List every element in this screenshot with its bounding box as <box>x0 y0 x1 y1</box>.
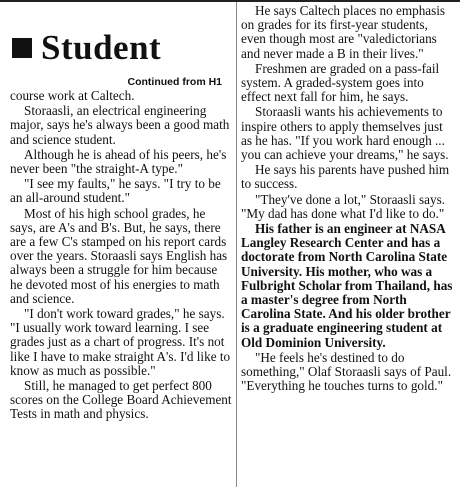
paragraph: "They've done a lot," Storaasli says. "My dad has done what I'd like to do." <box>241 191 446 221</box>
paragraph: His father is an engineer at NASA Langley Research Center and has a doctorate from North Carolina State University. His mother, who was a Fulbright Scholar from Thailand, has a master's degree from North Carolina State. And his older brother is a graduate engineering student at Old Dominion University. <box>241 221 453 350</box>
continued-from-label: Continued from H1 <box>127 76 222 88</box>
paragraph: He says Caltech places no emphasis on grades for its first-year students, even though most are "valedictorians and never made a B in their lives." <box>241 3 446 61</box>
headline <box>10 30 232 66</box>
top-border <box>0 0 460 2</box>
paragraph: Most of his high school grades, he says, are A's and B's. But, he says, there are a few C's stamped on his report cards over the years. Storaasli says English has always been a struggle for him because he devoted most of his energies to math and science. <box>10 205 228 306</box>
headline-text: Student <box>41 28 162 67</box>
paragraph: "I don't work toward grades," he says. "I usually work toward learning. I see grades just as a chart of progress. It's not like I have to make straight A's. I'd like to know as much as possible." <box>10 306 231 378</box>
paragraph: Although he is ahead of his peers, he's never been "the straight-A type." <box>10 146 227 177</box>
paragraph: Storaasli wants his achievements to inspire others to apply themselves just as he has. "If you work hard enough ... you can achieve your dreams," he says. <box>241 104 449 163</box>
paragraph: course work at Caltech. <box>10 88 135 103</box>
paragraph: Still, he managed to get perfect 800 scores on the College Board Achievement Tests in math and physics. <box>10 378 232 422</box>
square-bullet-icon <box>12 38 32 58</box>
paragraph: "I see my faults," he says. "I try to be an all-around student." <box>10 176 221 206</box>
paragraph: Freshmen are graded on a pass-fail system. A graded-system goes into effect next fall for him, he says. <box>241 60 440 105</box>
column-divider <box>236 2 237 487</box>
paragraph: "He feels he's destined to do something," Olaf Storaasli says of Paul. "Everything he touches turns to gold." <box>241 349 452 394</box>
paragraph: He says his parents have pushed him to success. <box>241 162 450 192</box>
left-column <box>10 4 232 422</box>
paragraph: Storaasli, an electrical engineering major, says he's always been a good math and science student. <box>10 103 230 147</box>
right-column <box>241 4 455 393</box>
